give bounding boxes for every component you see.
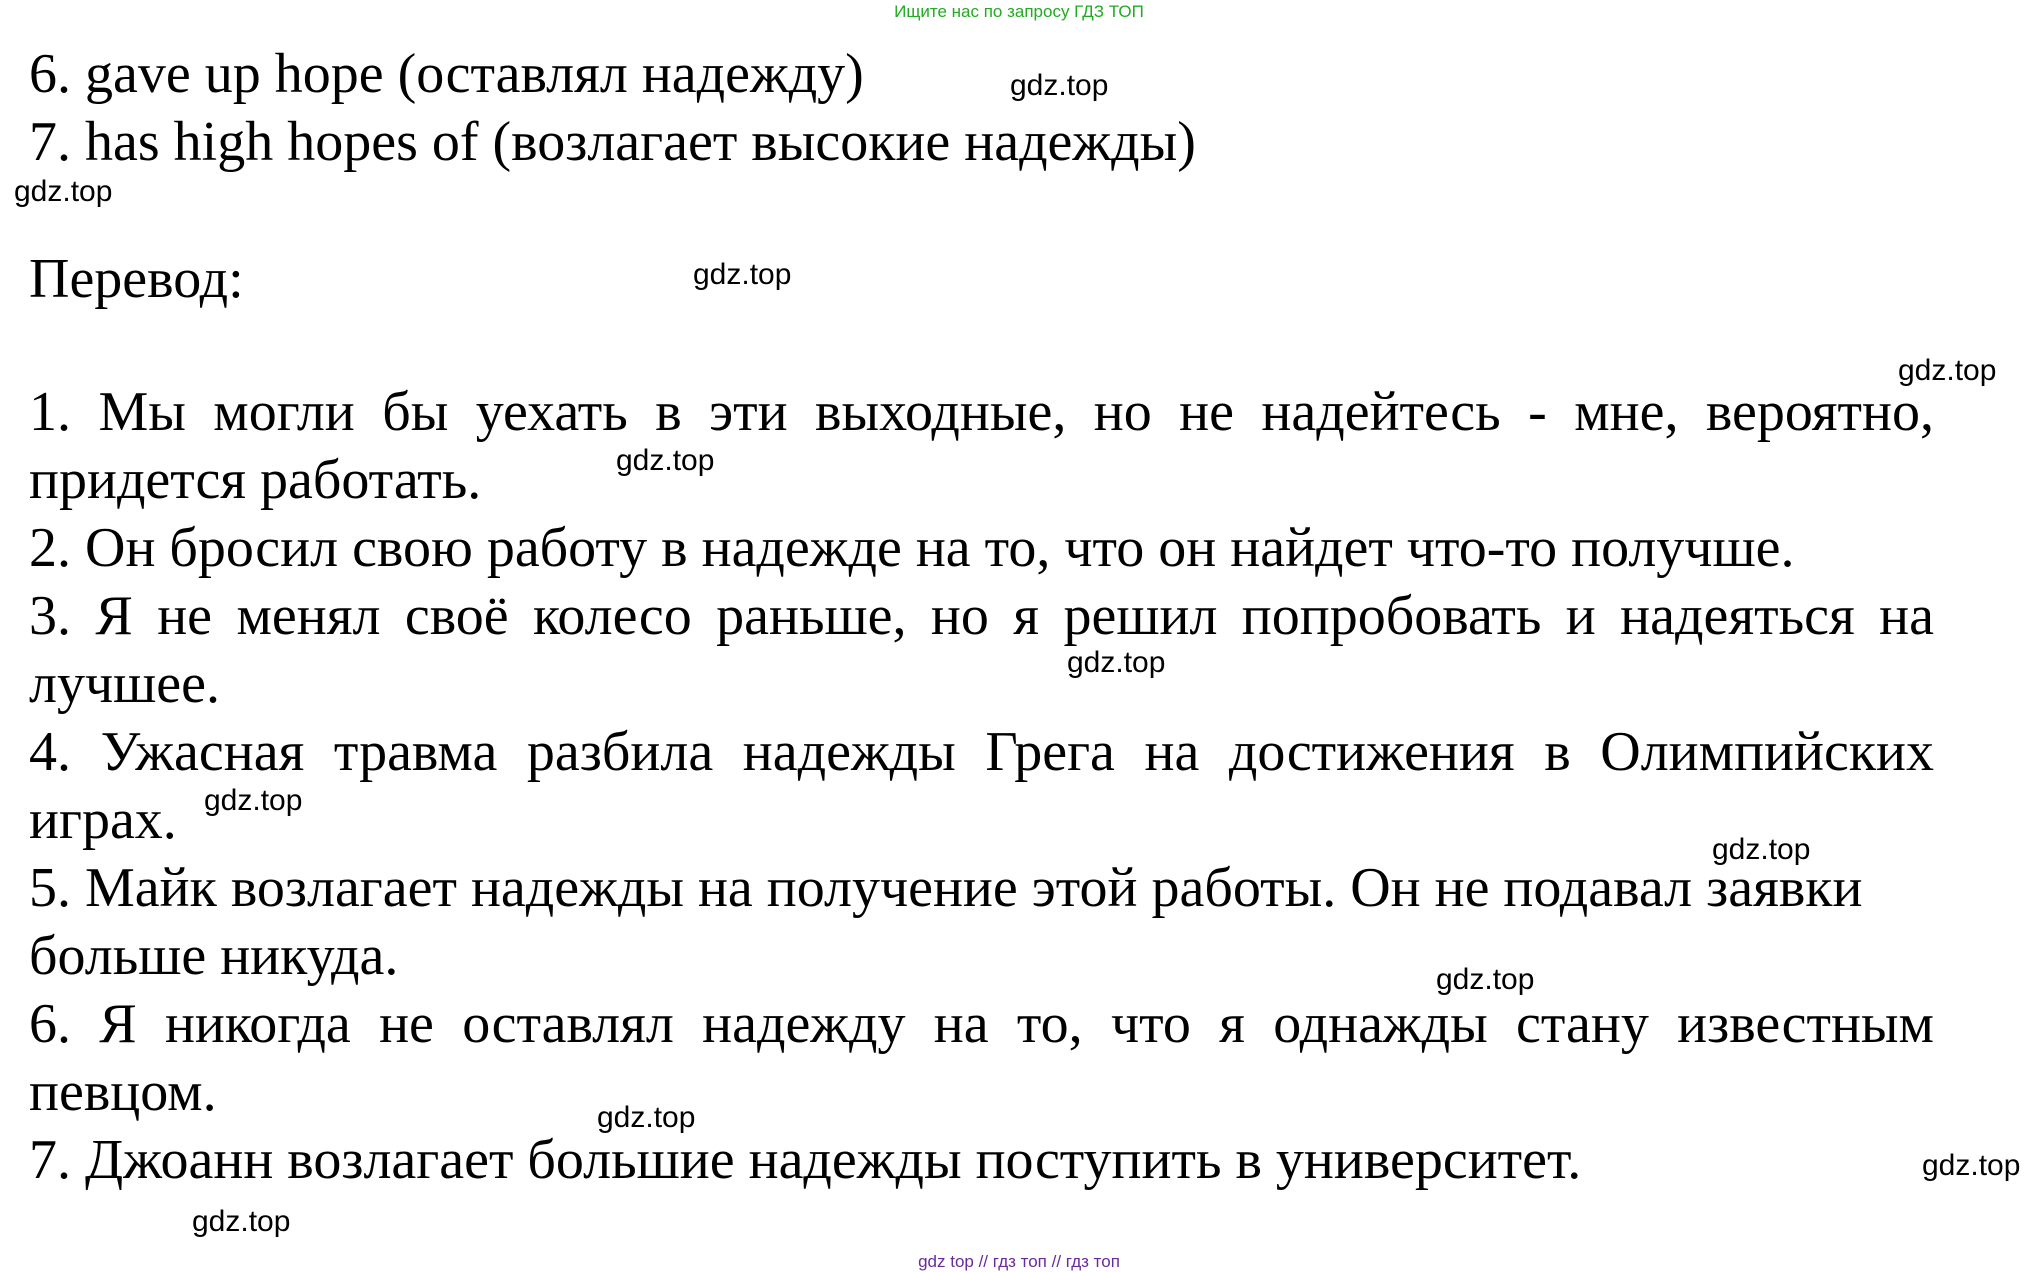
translation-line: 6. Я никогда не оставлял надежду на то, что я однажды стану известным bbox=[29, 993, 1934, 1055]
answer-line-6: 6. gave up hope (оставлял надежду) bbox=[29, 43, 864, 105]
translation-line: больше никуда. bbox=[29, 925, 399, 987]
translation-line: 3. Я не менял своё колесо раньше, но я решил попробовать и надеяться на bbox=[29, 585, 1934, 647]
translation-line: певцом. bbox=[29, 1061, 217, 1123]
watermark: gdz.top bbox=[1067, 646, 1166, 679]
footer-watermark: gdz top // гдз топ // гдз топ bbox=[918, 1252, 1120, 1271]
translation-line: 1. Мы могли бы уехать в эти выходные, но не надейтесь - мне, вероятно, bbox=[29, 381, 1934, 443]
top-banner: Ищите нас по запросу ГДЗ ТОП bbox=[894, 2, 1144, 21]
watermark: gdz.top bbox=[204, 784, 303, 817]
translation-line: 5. Майк возлагает надежды на получение этой работы. Он не подавал заявки bbox=[29, 857, 1863, 919]
translation-line: 7. Джоанн возлагает большие надежды поступить в университет. bbox=[29, 1129, 1582, 1191]
translation-line: 4. Ужасная травма разбила надежды Грега на достижения в Олимпийских bbox=[29, 721, 1934, 783]
answer-line-7: 7. has high hopes of (возлагает высокие надежды) bbox=[29, 111, 1196, 173]
watermark: gdz.top bbox=[597, 1101, 696, 1134]
watermark: gdz.top bbox=[1712, 833, 1811, 866]
translation-line: 2. Он бросил свою работу в надежде на то, что он найдет что-то получше. bbox=[29, 517, 1795, 579]
translation-line: лучшее. bbox=[29, 653, 220, 715]
watermark: gdz.top bbox=[1898, 354, 1997, 387]
watermark: gdz.top bbox=[1010, 69, 1109, 102]
watermark: gdz.top bbox=[192, 1205, 291, 1238]
watermark: gdz.top bbox=[1436, 963, 1535, 996]
watermark: gdz.top bbox=[693, 258, 792, 291]
watermark: gdz.top bbox=[616, 444, 715, 477]
watermark: gdz.top bbox=[14, 175, 113, 208]
translation-line: придется работать. bbox=[29, 449, 482, 511]
translation-heading: Перевод: bbox=[29, 248, 244, 310]
translation-line: играх. bbox=[29, 789, 177, 851]
watermark: gdz.top bbox=[1922, 1149, 2021, 1182]
